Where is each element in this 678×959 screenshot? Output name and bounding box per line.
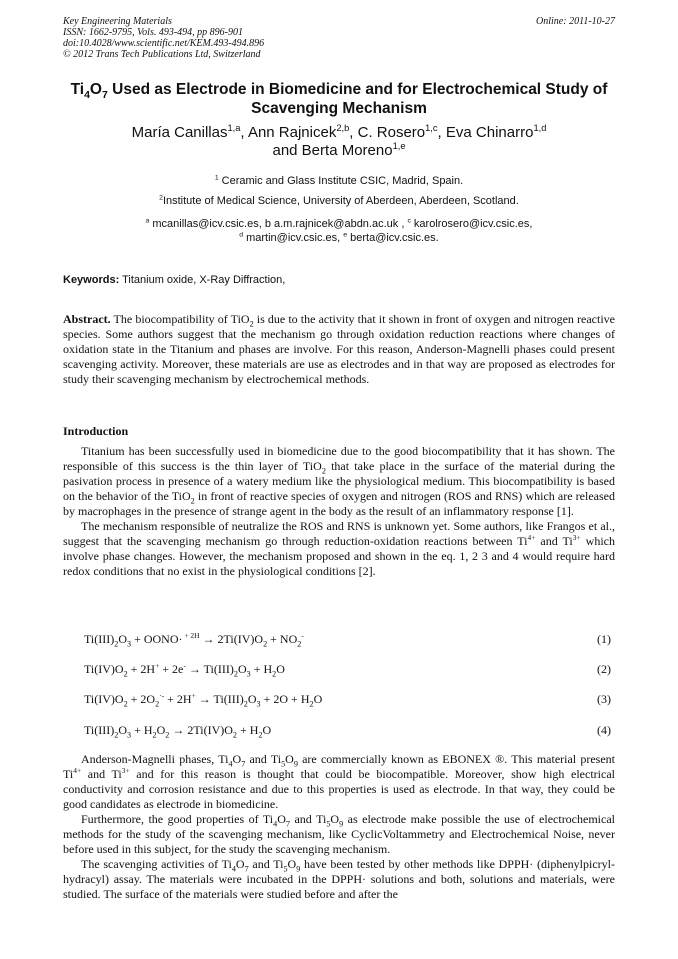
- paragraph-text: have been tested by other methods like DPPH· (diphenylpicryl-hydracyl) assay. The materials were incubated in the DPPH· solutions and both, solutions and materials, were studied. The surface of the materials were studied before and after the: [63, 857, 615, 901]
- subscript: 5: [281, 759, 286, 769]
- title-subscript: 7: [101, 89, 108, 102]
- eq-term: O: [276, 662, 285, 676]
- paragraph-text: are commercially known as EBONEX ®. This material present Ti: [63, 752, 615, 781]
- abstract-text: is due to the activity that it shown in front of oxygen and nitrogen reactive species. Some authors suggest that the mechanism go through oxidation reduction reactions where changes of oxidation state in the Titanium and phases are involve. For this reason, Anderson-Magnelli phases could present scavenging activity. Moreover, these materials are use as electrodes and in that way are proposed as electrodes for study their scavenging mechanism by electrochemical methods.: [63, 312, 615, 386]
- affiliation-marker: 2: [159, 194, 163, 202]
- eq-term: → 2Ti(IV)O: [199, 632, 264, 646]
- eq-term: + H: [236, 723, 259, 737]
- eq-term: O: [262, 723, 272, 737]
- subscript: 9: [293, 759, 298, 769]
- superscript: 4+: [527, 533, 536, 542]
- paragraph-text: Furthermore, the good properties of Ti: [81, 812, 274, 826]
- intro-paragraph-3: [63, 752, 615, 812]
- journal-header: [63, 16, 615, 60]
- equation-4: [84, 723, 611, 738]
- paragraph-text: O: [330, 812, 340, 826]
- eq-term: + OONO·: [131, 632, 183, 646]
- subscript: 3: [256, 699, 261, 709]
- subscript: 4: [228, 759, 233, 769]
- affiliation-text: Ceramic and Glass Institute CSIC, Madrid, Spain.: [218, 175, 464, 187]
- eq-term: + H: [250, 662, 273, 676]
- eq-term: → Ti(III): [185, 662, 234, 676]
- eq-term: + 2H: [164, 692, 192, 706]
- email-marker: d: [239, 231, 244, 239]
- paragraph-text: Anderson-Magnelli phases, Ti: [81, 752, 229, 766]
- subscript: 2: [321, 466, 326, 476]
- paragraph-text: O: [232, 752, 242, 766]
- title-text: Used as Electrode in Biomedicine and for Electrochemical Study of Scavenging Mechanism: [107, 81, 608, 117]
- affiliation-marker: 1: [214, 174, 219, 182]
- paragraph-text: which involve phase changes. However, the mechanism proposed and shown in the eq. 1, 2 3 and 4 would require hard redox conditions that no exist in the physiological conditions [2].: [63, 534, 616, 578]
- paragraph-text: and Ti: [535, 534, 573, 548]
- superscript: -: [183, 661, 186, 670]
- eq-term: O: [118, 632, 127, 646]
- intro-paragraphs-top: [63, 444, 615, 579]
- subscript: 4: [231, 864, 236, 874]
- subscript: 3: [126, 730, 132, 740]
- subscript: 2: [243, 699, 248, 709]
- subscript: 2: [297, 639, 302, 649]
- paragraph-text: and for this reason is thought that could be biocompatible. Moreover, show high electrical conductivity and corrosion resistance and due to this properties is used as electrode. In that way, they could be good candidates as electrode in biomedicine.: [63, 767, 615, 811]
- keywords: [63, 274, 615, 286]
- abstract-text: The biocompatibility of TiO: [110, 312, 250, 326]
- keywords-label: Keywords:: [63, 274, 120, 286]
- superscript: 3+: [572, 533, 581, 542]
- paragraph-text: The scavenging activities of Ti: [81, 857, 232, 871]
- paragraph-text: O: [277, 812, 286, 826]
- email-list: [60, 217, 618, 245]
- author-affil: 1,e: [392, 141, 406, 151]
- email-c: karolrosero@icv.csic.es,: [413, 218, 533, 230]
- equation-1: [84, 632, 611, 647]
- issn-line: ISSN: 1662-9795, Vols. 493-494, pp 896-901: [63, 27, 243, 38]
- journal-name: Key Engineering Materials: [63, 16, 172, 27]
- subscript: 2: [165, 730, 170, 740]
- author-name: María Canillas: [131, 124, 228, 141]
- subscript: 7: [241, 759, 246, 769]
- author-name: Ann Rajnicek: [247, 124, 337, 141]
- paper-title: [60, 80, 618, 118]
- subscript: 2: [152, 730, 157, 740]
- author-list: María Canillas$^{1,a}$, Ann Rajnicek$^{2,b}$, C. Rosero$^{1,c}$, Eva Chinarro$^{1,d}$ and Berta Moreno$^{1,e}$: [131, 123, 547, 159]
- author-name: and Berta Moreno: [272, 142, 393, 159]
- intro-paragraph-1: [63, 444, 615, 519]
- paragraph-text: and Ti: [81, 767, 122, 781]
- subscript: 2: [233, 669, 238, 679]
- title-text: Ti: [70, 81, 85, 98]
- subscript: 2: [249, 319, 254, 329]
- subscript: 4: [273, 819, 278, 829]
- eq-term: Ti(III): [84, 632, 115, 646]
- author-affil: 2,b: [336, 123, 350, 133]
- eq-term: + 2e: [159, 662, 184, 676]
- subscript: 3: [126, 639, 132, 649]
- eq-term: + 2O: [260, 692, 289, 706]
- paragraph-text: as electrode make possible the use of electrochemical methods for the study of the scavenging mechanism, like CyclicVoltammetry and Electrochemical Noise, never before used in this subject, for the study the scavenging mechanism.: [63, 812, 615, 856]
- paragraph-text: O: [287, 857, 297, 871]
- equation-number: (1): [597, 632, 611, 646]
- eq-term: O: [237, 662, 247, 676]
- eq-term: + 2O: [127, 692, 156, 706]
- subscript: 2: [190, 496, 195, 506]
- subscript: 5: [283, 864, 288, 874]
- superscript: 3+: [121, 766, 130, 775]
- paragraph-text: that take place in the surface of the material during the pasivation process in presence of a watery medium like the physiological medium. This biocompatibility is based on the behavior of the TiO: [63, 459, 616, 503]
- subscript: 2: [123, 699, 128, 709]
- eq-term: O: [118, 723, 127, 737]
- subscript: 7: [244, 864, 249, 874]
- keywords-text: Titanium oxide, X-Ray Diffraction,: [119, 274, 286, 286]
- paragraph-text: Titanium has been successfully used in biomedicine due to the good biocompatibility that it has shown. The responsible of this success is the thin layer of TiO: [63, 444, 615, 473]
- title-subscript: 4: [84, 89, 90, 102]
- eq-term: → Ti(III): [195, 692, 244, 706]
- intro-paragraphs-bottom: [63, 752, 615, 902]
- subscript: 2: [114, 730, 119, 740]
- subscript: 2: [123, 669, 128, 679]
- subscript: 9: [339, 819, 344, 829]
- superscript: +: [155, 661, 160, 670]
- title-text: O: [89, 81, 102, 98]
- paragraph-text: and Ti: [245, 752, 282, 766]
- subscript: 2: [232, 730, 237, 740]
- paragraph-text: and Ti: [248, 857, 284, 871]
- equation-number: (3): [597, 692, 611, 706]
- eq-term: Ti(IV)O: [84, 692, 124, 706]
- superscript: -: [301, 631, 304, 640]
- introduction-heading: Introduction: [63, 424, 129, 438]
- superscript: + 2H: [182, 631, 200, 640]
- subscript: 2: [258, 730, 263, 740]
- email-a: mcanillas@icv.csic.es, b a.m.rajnicek@abdn.ac.uk ,: [152, 218, 405, 230]
- author-affil: 1,c: [425, 123, 438, 133]
- eq-term: → 2Ti(IV)O: [169, 723, 233, 737]
- online-date: Online: 2011-10-27: [536, 16, 615, 27]
- subscript: 2: [155, 699, 160, 709]
- subscript: 2: [309, 699, 314, 709]
- email-d: martin@icv.csic.es,: [246, 232, 341, 244]
- abstract-label: Abstract.: [63, 312, 111, 326]
- superscript: +: [191, 691, 196, 700]
- subscript: 7: [285, 819, 290, 829]
- affiliation-text: Institute of Medical Science, University of Aberdeen, Aberdeen, Scotland.: [162, 195, 519, 207]
- paragraph-text: and Ti: [289, 812, 327, 826]
- eq-term: Ti(IV)O: [84, 662, 124, 676]
- equation-2: [84, 662, 611, 677]
- eq-term: O: [156, 723, 166, 737]
- author-affil: 1,d: [533, 123, 547, 133]
- intro-paragraph-2: [63, 519, 615, 579]
- subscript: 2: [114, 639, 119, 649]
- email-marker: a: [145, 217, 150, 225]
- eq-term: O: [313, 692, 323, 706]
- affiliation-1: [60, 175, 618, 188]
- paragraph-text: O: [285, 752, 294, 766]
- copyright-line: © 2012 Trans Tech Publications Ltd, Switzerland: [63, 49, 261, 60]
- paragraph-text: O: [235, 857, 245, 871]
- paragraph-text: in front of reactive species of oxygen and nitrogen (ROS and RNS) which are released by macrophages in the presence of strange agent in the body as the result of an inflammatory response [1].: [63, 489, 615, 518]
- author-name: C. Rosero: [357, 124, 426, 141]
- affiliation-2: [60, 195, 618, 208]
- email-e: berta@icv.csic.es.: [350, 232, 439, 244]
- superscript: ·-: [159, 691, 165, 700]
- subscript: 9: [296, 864, 301, 874]
- eq-term: Ti(III): [84, 723, 115, 737]
- superscript: 4+: [73, 766, 82, 775]
- subscript: 2: [263, 639, 268, 649]
- subscript: 5: [326, 819, 331, 829]
- abstract: [63, 312, 615, 387]
- author-name: Eva Chinarro: [445, 124, 534, 141]
- eq-term: + H: [131, 723, 153, 737]
- subscript: 3: [246, 669, 251, 679]
- paragraph-text: The mechanism responsible of neutralize the ROS and RNS is unknown yet. Some authors, like Frangos et al., suggest that the scavenging mechanism go through reduction-oxidation reactions between Ti: [63, 519, 615, 548]
- eq-term: + NO: [267, 632, 298, 646]
- equation-number: (4): [597, 723, 611, 737]
- email-marker: c: [407, 217, 411, 225]
- subscript: 2: [272, 669, 277, 679]
- eq-term: + 2H: [127, 662, 156, 676]
- intro-paragraph-4: [63, 812, 615, 857]
- doi-line: doi:10.4028/www.scientific.net/KEM.493-494.896: [63, 38, 265, 49]
- equation-3: [84, 692, 611, 707]
- eq-term: + H: [288, 692, 310, 706]
- intro-paragraph-5: [63, 857, 615, 902]
- equation-number: (2): [597, 662, 611, 676]
- email-marker: e: [343, 231, 348, 239]
- author-affil: 1,a: [227, 123, 241, 133]
- eq-term: O: [247, 692, 257, 706]
